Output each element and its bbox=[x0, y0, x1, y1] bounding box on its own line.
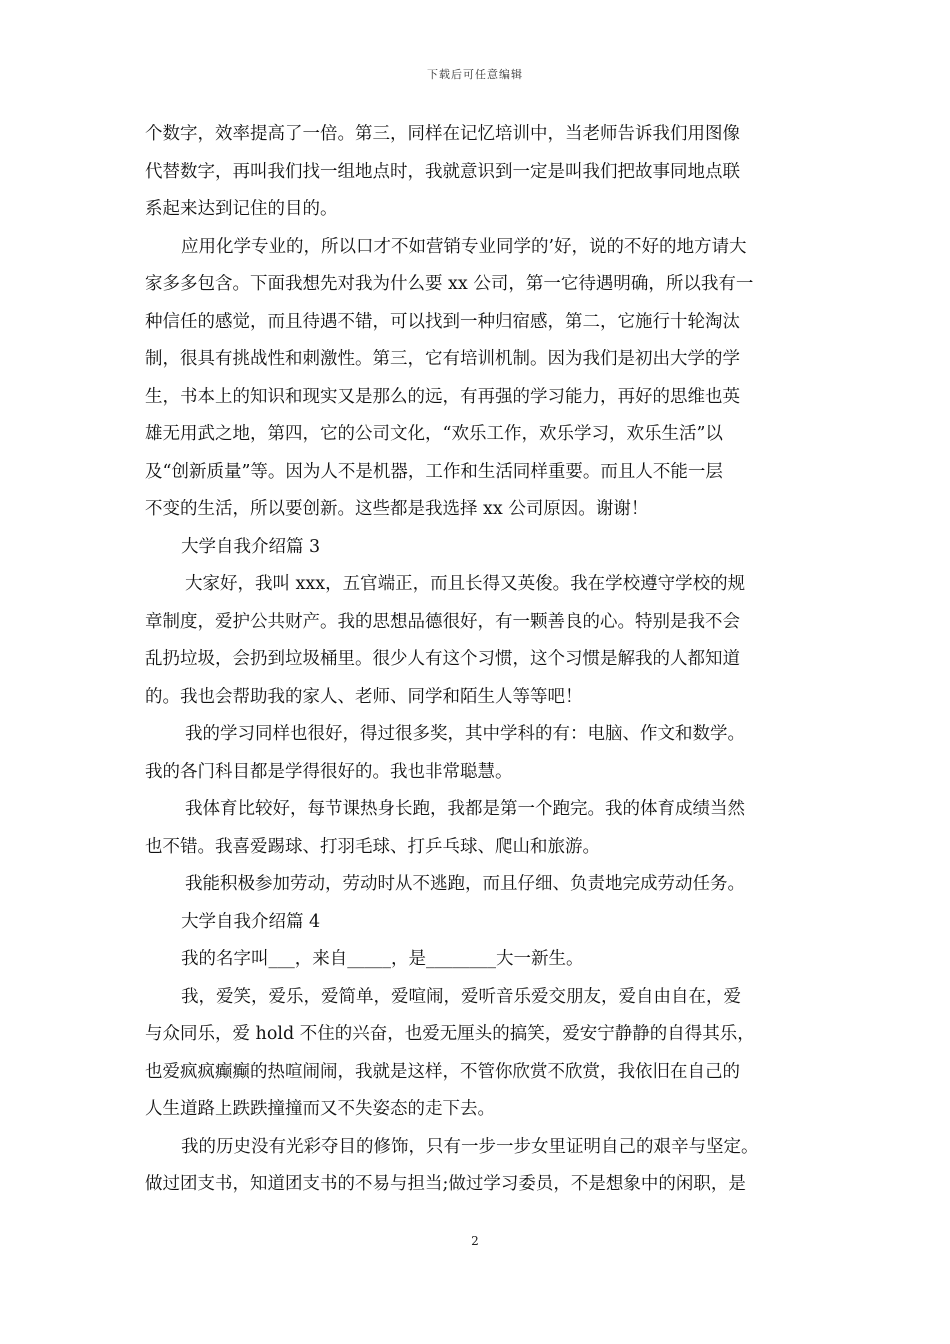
text-line: 人生道路上跌跌撞撞而又不失姿态的走下去。 bbox=[145, 1099, 495, 1119]
text-line: 与众同乐，爱 hold 不住的兴奋，也爱无厘头的搞笑，爱安宁静静的自得其乐， bbox=[145, 1024, 755, 1044]
text-line: 我体育比较好，每节课热身长跑，我都是第一个跑完。我的体育成绩当然 bbox=[185, 799, 745, 819]
document-body bbox=[145, 116, 807, 1204]
page-header: 下载后可任意编辑 bbox=[427, 68, 523, 81]
text-line: 应用化学专业的，所以口才不如营销专业同学的’好，说的不好的地方请大 bbox=[181, 236, 747, 257]
text-line: 也不错。我喜爱踢球、打羽毛球、打乒乓球、爬山和旅游。 bbox=[145, 836, 600, 857]
text-line: 生，书本上的知识和现实又是那么的远，有再强的学习能力，再好的思维也英 bbox=[145, 386, 740, 407]
text-line: 种信任的感觉，而且待遇不错，可以找到一种归宿感，第二，它施行十轮淘汰 bbox=[145, 311, 740, 332]
text-line: 我能积极参加劳动，劳动时从不逃跑，而且仔细、负责地完成劳动任务。 bbox=[185, 874, 745, 894]
text-line: 家多多包含。下面我想先对我为什么要 xx 公司，第一它待遇明确，所以我有一 bbox=[145, 274, 754, 294]
text-line: 个数字，效率提高了一倍。第三，同样在记忆培训中，当老师告诉我们用图像 bbox=[145, 124, 740, 144]
text-line: 系起来达到记住的目的。 bbox=[145, 199, 338, 219]
text-line: 章制度，爱护公共财产。我的思想品德很好，有一颗善良的心。特别是我不会 bbox=[145, 611, 740, 632]
text-line: 大学自我介绍篇 3 bbox=[181, 536, 321, 557]
text-line: 我的学习同样也很好，得过很多奖，其中学科的有：电脑、作文和数学。 bbox=[185, 724, 745, 744]
text-line: 雄无用武之地，第四，它的公司文化，“欢乐工作，欢乐学习，欢乐生活”以 bbox=[145, 424, 723, 444]
text-line: 制，很具有挑战性和刺激性。第三，它有培训机制。因为我们是初出大学的学 bbox=[145, 349, 740, 369]
text-line: 我的名字叫___，来自_____，是________大一新生。 bbox=[181, 949, 584, 969]
text-line: 我的历史没有光彩夺目的修饰，只有一步一步女里证明自己的艰辛与坚定。 bbox=[181, 1136, 759, 1157]
text-line: 做过团支书，知道团支书的不易与担当;做过学习委员，不是想象中的闲职，是 bbox=[145, 1174, 746, 1194]
text-line: 不变的生活，所以要创新。这些都是我选择 xx 公司原因。谢谢！ bbox=[145, 499, 649, 519]
page-number: 2 bbox=[471, 1234, 479, 1248]
text-line: 乱扔垃圾，会扔到垃圾桶里。很少人有这个习惯，这个习惯是解我的人都知道 bbox=[145, 649, 740, 669]
text-line: 也爱疯疯癫癫的热喧闹闹，我就是这样，不管你欣赏不欣赏，我依旧在自己的 bbox=[145, 1061, 740, 1082]
text-line: 的。我也会帮助我的家人、老师、同学和陌生人等等吧！ bbox=[145, 686, 583, 707]
text-line: 及“创新质量”等。因为人不是机器，工作和生活同样重要。而且人不能一层 bbox=[145, 461, 723, 482]
text-line: 我的各门科目都是学得很好的。我也非常聪慧。 bbox=[145, 761, 513, 782]
text-line: 大家好，我叫 xxx，五官端正，而且长得又英俊。我在学校遵守学校的规 bbox=[185, 574, 746, 594]
text-line: 大学自我介绍篇 4 bbox=[181, 911, 321, 932]
text-line: 代替数字，再叫我们找一组地点时，我就意识到一定是叫我们把故事同地点联 bbox=[145, 161, 740, 182]
text-line: 我，爱笑，爱乐，爱简单，爱喧闹，爱听音乐爱交朋友，爱自由自在，爱 bbox=[181, 986, 741, 1007]
